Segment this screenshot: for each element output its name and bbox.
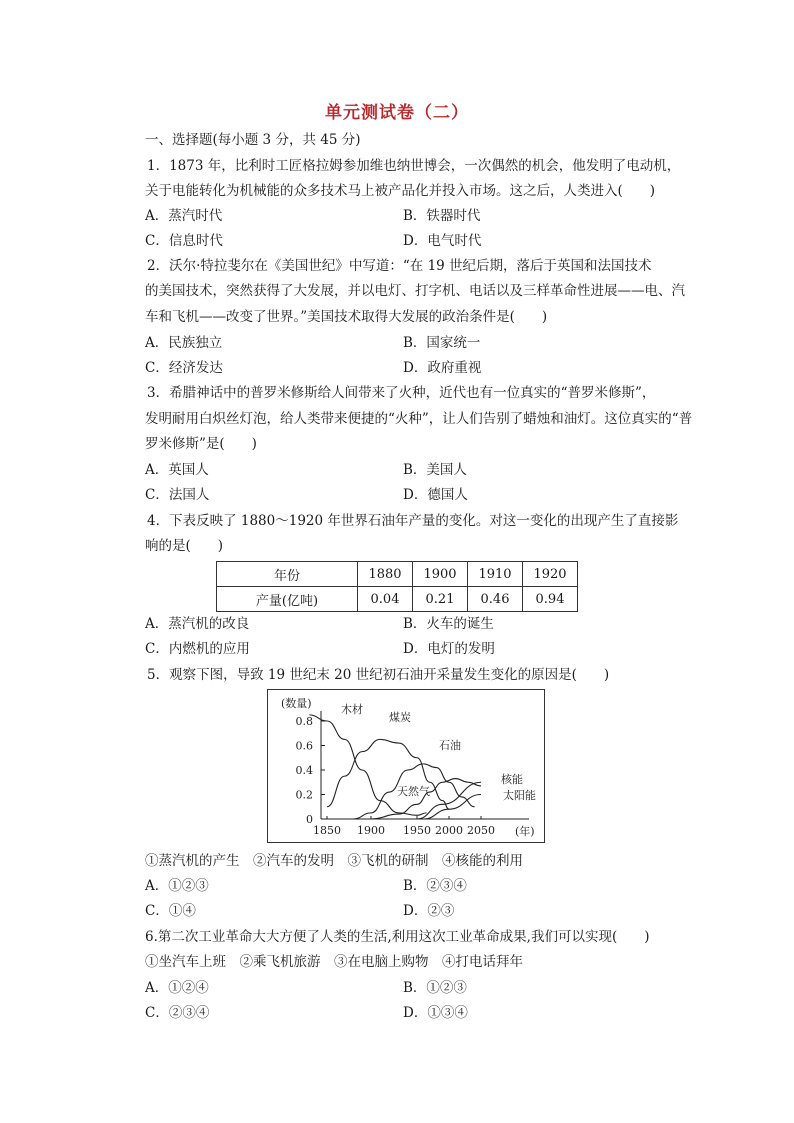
q3-line-1: 3．希腊神话中的普罗米修斯给人间带来了火种，近代也有一位真实的“普罗米修斯”， [147,385,656,401]
chart-y-tick-label: 0.2 [295,788,313,802]
series-wood-label: 木材 [341,703,363,716]
q3-option-b[interactable]: B．美国人 [403,462,467,478]
chart-x-tick-label: 1950 [403,824,431,837]
q6-line-1: 6.第二次工业革命大大方便了人类的生活,利用这次工业革命成果,我们可以实现( ) [145,929,650,945]
q2-line-3: 车和飞机——改变了世界。”美国技术取得大发展的政治条件是( ) [145,309,548,325]
q1-line-1: 1．1873 年，比利时工匠格拉姆参加维也纳世博会，一次偶然的机会，他发明了电动机， [147,158,681,174]
q5-statements: ①蒸汽机的产生 ②汽车的发明 ③飞机的研制 ④核能的利用 [145,853,523,869]
table-cell: 0.21 [413,587,468,612]
table-cell: 产量(亿吨) [217,587,358,612]
q6-option-b[interactable]: B．①②③ [403,980,467,996]
q1-option-d[interactable]: D．电气时代 [403,233,482,249]
series-gas-label: 天然气 [397,785,430,798]
q5-option-c[interactable]: C．①④ [145,903,196,919]
q1-option-a[interactable]: A．蒸汽时代 [145,208,223,224]
table-header-cell: 年份 [217,562,358,587]
chart-x-tick-label: 2000 [435,824,463,837]
table-row [217,587,578,612]
q5-line-1: 5．观察下图，导致 19 世纪末 20 世纪初石油开采量发生变化的原因是( ) [147,667,610,683]
chart-y-tick-label: 0.4 [295,764,313,777]
chart-y-tick-label: 0 [306,813,313,826]
q2-line-2: 的美国技术，突然获得了大发展，并以电灯、打字机、电话以及三样革命性进展——电、汽 [145,283,685,299]
table-header-cell: 1920 [523,562,578,587]
q3-option-c[interactable]: C．法国人 [145,487,210,503]
chart-y-label: (数量) [281,697,312,710]
q4-option-a[interactable]: A．蒸汽机的改良 [145,616,250,632]
q4-option-c[interactable]: C．内燃机的应用 [145,641,250,657]
q4-line-1: 4．下表反映了 1880～1920 年世界石油年产量的变化。对这一变化的出现产生了直接影 [147,513,679,529]
series-oil-label: 石油 [439,739,461,752]
q4-option-b[interactable]: B．火车的诞生 [403,616,494,632]
q1-option-b[interactable]: B．铁器时代 [403,208,481,224]
chart-y-tick-label: 0.6 [295,739,313,753]
chart-x-label: (年) [515,825,535,838]
chart-x-tick-label: 1900 [357,824,385,837]
q5-option-b[interactable]: B．②③④ [403,878,467,894]
q5-option-a[interactable]: A．①②③ [145,878,209,894]
series-solar-label: 太阳能 [503,789,536,802]
table-header-cell: 1880 [358,562,413,587]
section-heading: 一、选择题(每小题 3 分，共 45 分) [145,132,361,148]
q1-line-2: 关于电能转化为机械能的众多技术马上被产品化并投入市场。这之后，人类进入( ) [145,183,656,199]
q2-option-b[interactable]: B．国家统一 [403,335,481,351]
q2-option-c[interactable]: C．经济发达 [145,360,223,376]
table-cell: 0.04 [358,587,413,612]
chart-y-tick-label: 0.8 [295,715,313,728]
q4-option-d[interactable]: D．电灯的发明 [403,641,495,657]
table-cell: 0.46 [468,587,523,612]
q2-option-d[interactable]: D．政府重视 [403,360,482,376]
q4-line-2: 响的是( ) [145,538,224,554]
energy-chart [267,689,545,843]
series-coal-label: 煤炭 [389,711,411,724]
series-nuclear-label: 核能 [501,773,523,786]
q6-option-d[interactable]: D．①③④ [403,1005,468,1021]
table-header-cell: 1910 [468,562,523,587]
table-cell: 0.94 [523,587,578,612]
q2-line-1: 2．沃尔·特拉斐尔在《美国世纪》中写道：“在 19 世纪后期，落后于英国和法国技术 [147,258,652,274]
q1-option-c[interactable]: C．信息时代 [145,233,223,249]
table-header-cell: 1900 [413,562,468,587]
q3-option-a[interactable]: A．英国人 [145,462,209,478]
q2-option-a[interactable]: A．民族独立 [145,335,223,351]
q3-line-2: 发明耐用白炽丝灯泡，给人类带来便捷的“火种”，让人们告别了蜡烛和油灯。这位真实的“普 [145,411,693,427]
chart-x-tick-label: 1850 [313,824,341,837]
q3-line-3: 罗米修斯”是( ) [145,436,257,452]
table-row [217,562,578,587]
q5-option-d[interactable]: D．②③ [403,903,455,919]
q6-option-a[interactable]: A．①②④ [145,980,209,996]
q6-statements: ①坐汽车上班 ②乘飞机旅游 ③在电脑上购物 ④打电话拜年 [145,954,523,970]
page-title: 单元测试卷（二） [325,103,469,123]
q6-option-c[interactable]: C．②③④ [145,1005,210,1021]
oil-production-table [216,561,578,612]
chart-x-tick-label: 2050 [467,824,495,837]
q3-option-d[interactable]: D．德国人 [403,487,468,503]
